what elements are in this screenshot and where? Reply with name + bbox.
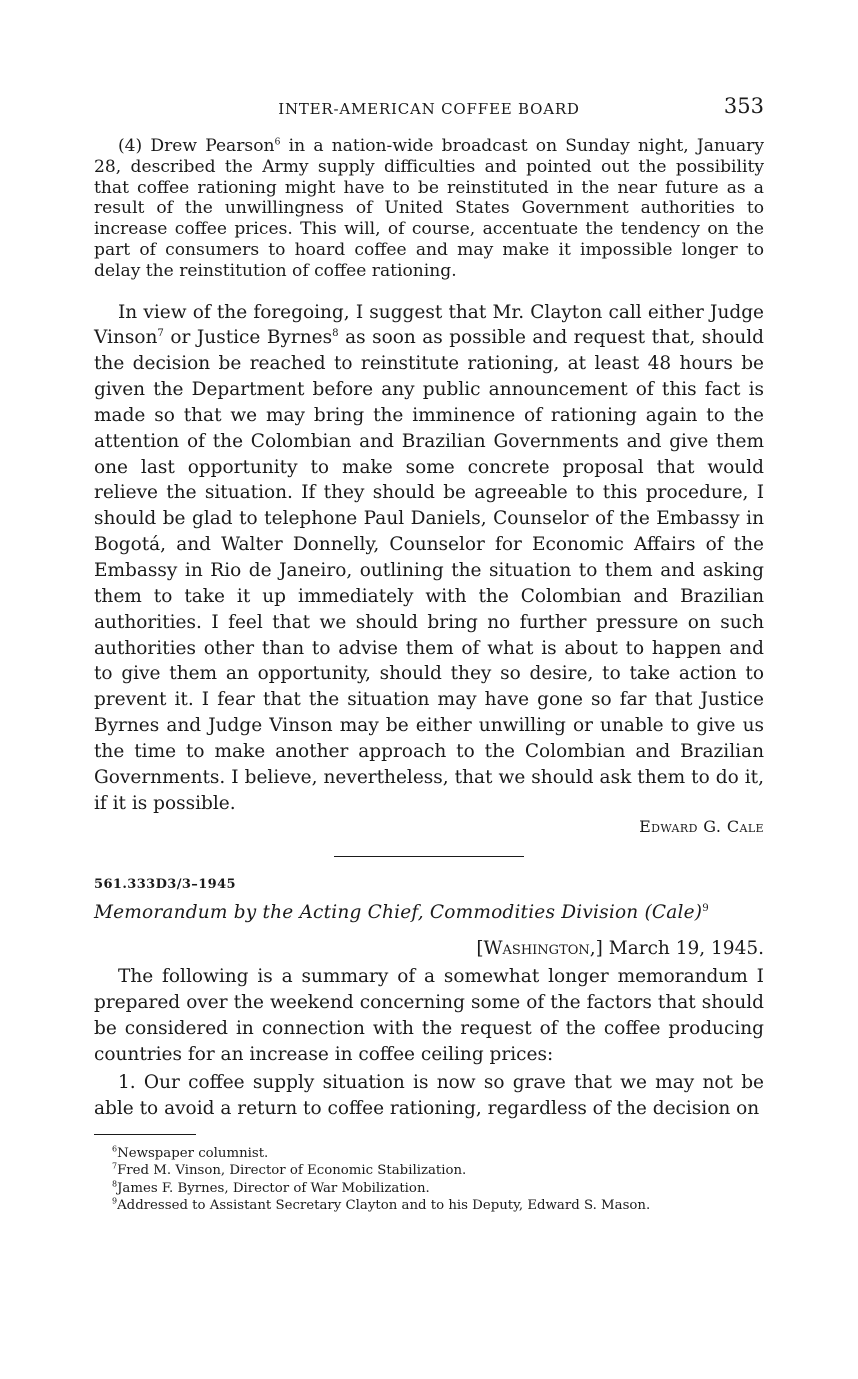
paragraph-4-start: (4) Drew Pearson — [118, 136, 275, 156]
document-number: 561.333D3/3–1945 — [94, 877, 236, 893]
footnote-text: James F. Byrnes, Director of War Mobilization. — [117, 1180, 430, 1196]
paragraph-4 — [94, 136, 764, 282]
paragraph-in-view-part1: In view of the foregoing, I suggest that Mr. Clayton call either Judge Vinson — [94, 301, 764, 349]
footnote-text: Addressed to Assistant Secretary Clayton and to his Deputy, Edward S. Mason. — [117, 1198, 651, 1214]
footnote-mark: 9 — [112, 1196, 118, 1206]
paragraph-in-view-part3: as soon as possible and request that, should the decision be reached to reinstitute rationing, at least 48 hours be given the Department before any public announcement of this fact is made so that we may bring the imminence of rationing again to the attention of the Colombian and Brazilian Governments and give them one last opportunity to make some concrete proposal that would relieve the situation. If they should be agreeable to this procedure, I should be glad to telephone Paul Daniels, Counselor of the Embassy in Bogotá, and Walter Donnelly, Counselor for Economic Affairs of the Embassy in Rio de Janeiro, outlining the situation to them and asking them to take it up immediately with the Colombian and Brazilian authorities. I feel that we should bring no further pressure on such authorities other than to advise them of what is about to happen and to give them an opportunity, should they so desire, to take action to prevent it. I fear that the situation may have gone so far that Justice Byrnes and Judge Vinson may be either unwilling or unable to give us the time to make another approach to the Colombian and Brazilian Governments. I believe, nevertheless, that we should ask them to do it, if it is possible. — [94, 327, 765, 814]
memo-title — [94, 900, 764, 926]
dateline-place: [Washington,] — [476, 938, 603, 960]
footnote-7 — [94, 1162, 764, 1179]
memo-item-1: 1. Our coffee supply situation is now so grave that we may not be able to avoid a return to coffee rationing, regardless of the decision on — [94, 1072, 764, 1119]
paragraph-4-rest: in a nation-wide broadcast on Sunday night, January 28, described the Army supply difficulties and pointed out the possibility that coffee rationing might have to be reinstituted in the near future as a result of the unwillingness of United States Government authorities to increase coffee prices. This will, of course, accentuate the tendency on the part of consumers to hoard coffee and may make it impossible longer to delay the reinstitution of coffee rationing. — [94, 136, 764, 281]
footnote-text: Fred M. Vinson, Director of Economic Stabilization. — [117, 1163, 467, 1179]
footnote-6 — [94, 1145, 764, 1162]
footnote-8 — [94, 1180, 764, 1197]
footnote-mark: 8 — [112, 1179, 118, 1189]
paragraph-in-view-part2: or Justice Byrnes — [163, 327, 333, 349]
running-title: INTER-AMERICAN COFFEE BOARD — [278, 100, 580, 118]
signature — [94, 816, 764, 838]
footnote-mark: 7 — [112, 1161, 118, 1171]
footnote-divider — [94, 1134, 196, 1135]
footnote-text: Newspaper columnist. — [117, 1145, 269, 1161]
dateline — [94, 936, 764, 962]
footnote-ref-6[interactable]: 6 — [274, 136, 281, 148]
memo-title-text: Memorandum by the Acting Chief, Commodities Division (Cale) — [94, 902, 703, 924]
footnote-ref-8[interactable]: 8 — [332, 328, 339, 340]
footnotes — [94, 1145, 764, 1215]
section-divider — [334, 856, 524, 857]
footnote-ref-9[interactable]: 9 — [702, 903, 709, 915]
memo-intro: The following is a summary of a somewhat longer memorandum I prepared over the weekend concerning some of the factors that should be considered in connection with the request of the coffee producing countries for an increase in coffee ceiling prices: — [94, 966, 764, 1066]
footnote-ref-7[interactable]: 7 — [157, 328, 164, 340]
footnote-mark: 6 — [112, 1144, 118, 1154]
document-page — [94, 92, 764, 1215]
running-head — [94, 92, 764, 126]
signature-name: Edward G. Cale — [639, 817, 764, 837]
paragraph-in-view — [94, 300, 764, 817]
footnote-9 — [94, 1197, 764, 1214]
dateline-date: March 19, 1945. — [602, 938, 764, 960]
page-number: 353 — [723, 94, 764, 118]
